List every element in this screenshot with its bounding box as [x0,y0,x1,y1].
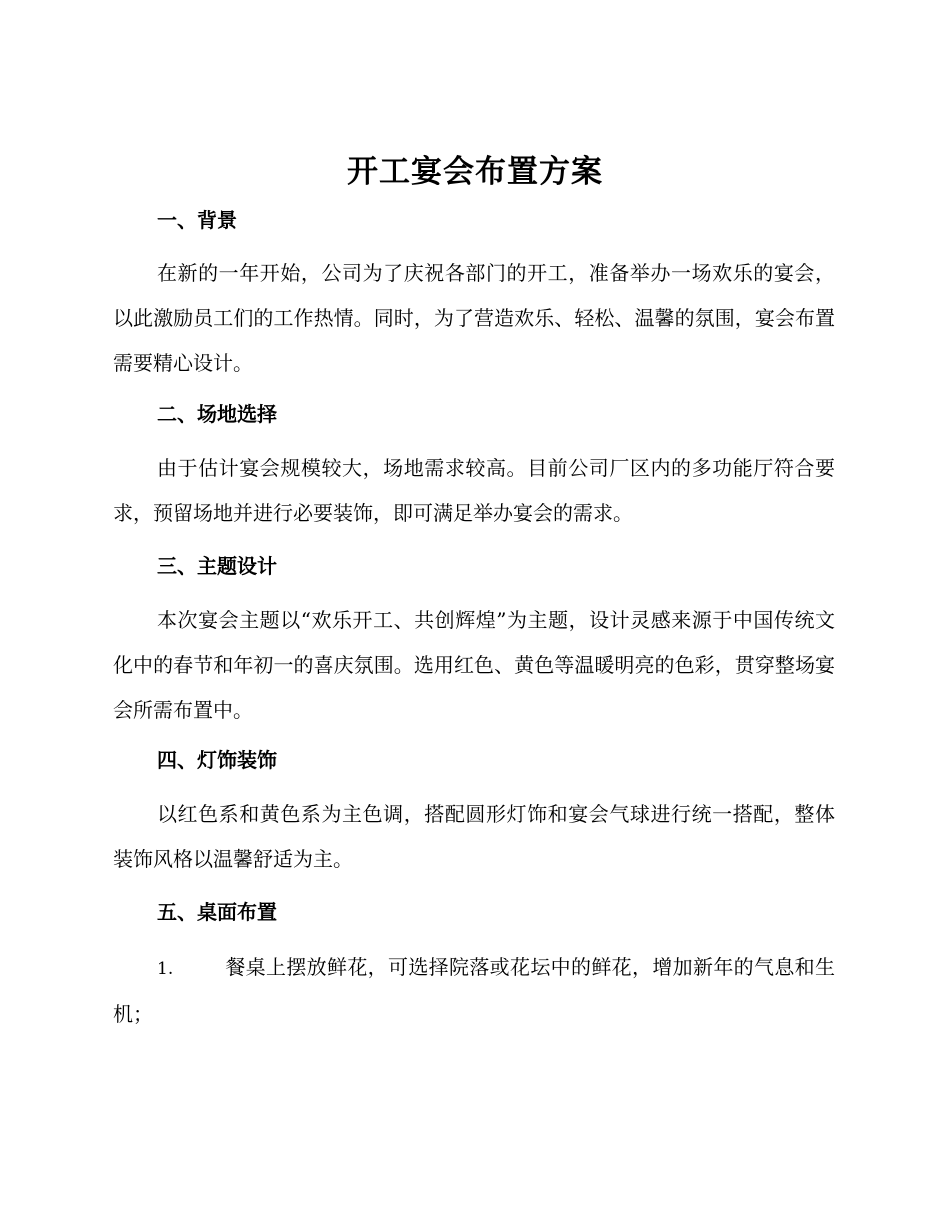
section-heading-venue: 二、场地选择 [157,402,277,426]
section-heading-lighting: 四、灯饰装饰 [157,748,277,772]
document-title: 开工宴会布置方案 [347,154,603,190]
list-item-text: 餐桌上摆放鲜花，可选择院落或花坛中的鲜花，增加新年的气息和生机； [113,955,835,1026]
section-paragraph-venue: 由于估计宴会规模较大，场地需求较高。目前公司厂区内的多功能厅符合要求，预留场地并进行必要装饰，即可满足举办宴会的需求。 [113,456,835,525]
list-item-number: 1. [157,959,174,979]
section-paragraph-theme: 本次宴会主题以“欢乐开工、共创辉煌”为主题，设计灵感来源于中国传统文化中的春节和年初一的喜庆氛围。选用红色、黄色等温暖明亮的色彩，贯穿整场宴会所需布置中。 [113,608,835,722]
section-paragraph-lighting: 以红色系和黄色系为主色调，搭配圆形灯饰和宴会气球进行统一搭配，整体装饰风格以温馨舒适为主。 [113,802,835,871]
list-item [113,945,835,1037]
section-heading-theme: 三、主题设计 [157,554,277,578]
section-heading-background: 一、背景 [157,208,237,232]
section-paragraph-background: 在新的一年开始，公司为了庆祝各部门的开工，准备举办一场欢乐的宴会，以此激励员工们的工作热情。同时，为了营造欢乐、轻松、温馨的氛围，宴会布置需要精心设计。 [113,261,835,375]
section-heading-table-setup: 五、桌面布置 [157,900,277,924]
